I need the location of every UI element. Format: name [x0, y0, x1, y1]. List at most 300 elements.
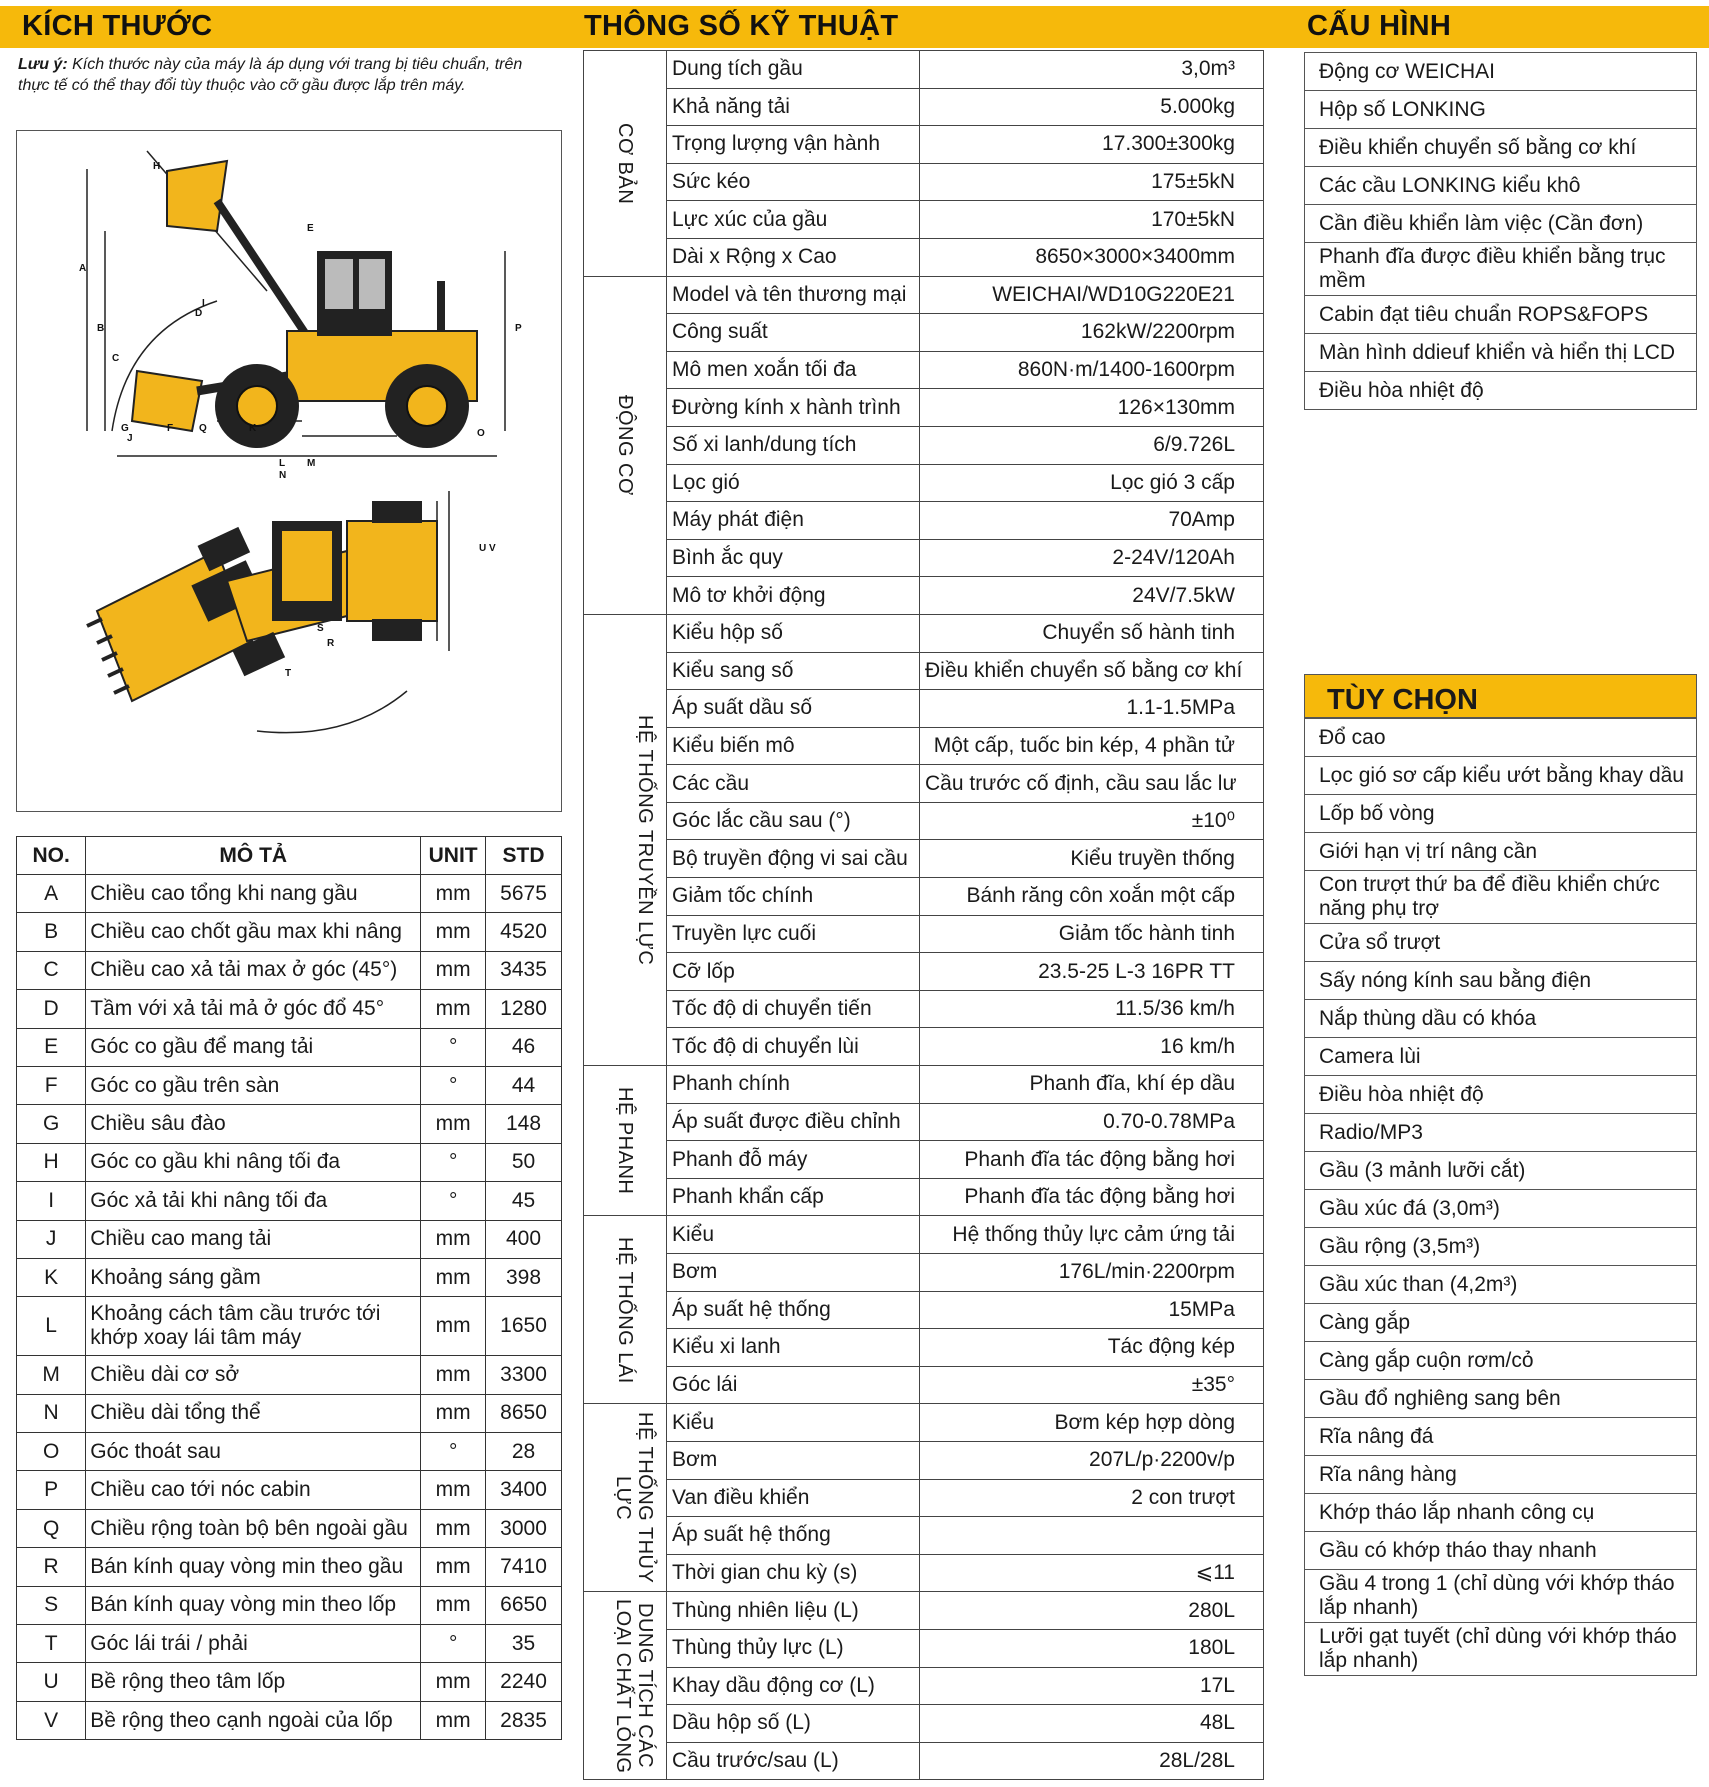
table-row: [17, 1625, 562, 1663]
dim-cell-std: 398: [486, 1258, 562, 1296]
dim-cell-no: A: [17, 875, 86, 913]
spec-name: Kiểu sang số: [667, 652, 920, 690]
config-item: Cần điều khiển làm việc (Cần đơn): [1305, 205, 1697, 243]
table-row: [17, 1028, 562, 1066]
spec-table: [583, 50, 1264, 1780]
spec-group-label: [584, 1066, 667, 1216]
dim-cell-unit: mm: [421, 1509, 486, 1547]
note-text: Kích thước này của máy là áp dụng với trang bị tiêu chuẩn, trên thực tế có thể thay đổi tùy thuộc vào cỡ gầu được lắp trên máy.: [18, 56, 523, 94]
spec-value: Chuyển số hành tinh: [920, 614, 1264, 652]
list-item: [1305, 1266, 1697, 1304]
dim-cell-unit: mm: [421, 1394, 486, 1432]
table-row: [584, 201, 1264, 239]
dim-cell-no: J: [17, 1220, 86, 1258]
option-item: Radio/MP3: [1305, 1114, 1697, 1152]
dim-cell-desc: Bán kính quay vòng min theo gầu: [86, 1548, 421, 1586]
spec-name: Máy phát điện: [667, 502, 920, 540]
list-item: [1305, 1494, 1697, 1532]
dim-cell-std: 35: [486, 1625, 562, 1663]
dim-cell-desc: Góc lái trái / phải: [86, 1625, 421, 1663]
dim-cell-desc: Góc co gầu khi nâng tối đa: [86, 1143, 421, 1181]
drawing-letter-i: I: [202, 298, 205, 309]
table-row: [17, 1066, 562, 1104]
drawing-letter-c: C: [112, 353, 120, 364]
dim-cell-desc: Chiều cao xả tải max ở góc (45°): [86, 951, 421, 989]
table-row: [584, 1479, 1264, 1517]
dim-cell-std: 50: [486, 1143, 562, 1181]
table-row: [584, 765, 1264, 803]
spec-name: Trọng lượng vận hành: [667, 126, 920, 164]
spec-name: Truyền lực cuối: [667, 915, 920, 953]
dim-header-2: UNIT: [421, 837, 486, 875]
table-row: [584, 1366, 1264, 1404]
dim-cell-unit: °: [421, 1143, 486, 1181]
spec-value: 28L/28L: [920, 1742, 1264, 1780]
spec-value: 180L: [920, 1629, 1264, 1667]
spec-group-label: [584, 1404, 667, 1592]
list-item: [1305, 871, 1697, 924]
dim-cell-unit: °: [421, 1433, 486, 1471]
list-item: [1305, 167, 1697, 205]
option-item: Rĩa nâng đá: [1305, 1418, 1697, 1456]
drawing-letter-g: G: [121, 423, 129, 434]
spec-group-text: CƠ BẢN: [614, 122, 636, 204]
table-row: [584, 1066, 1264, 1104]
option-item: Lưỡi gạt tuyết (chỉ dùng với khớp tháo lắp nhanh): [1305, 1623, 1697, 1676]
dim-cell-desc: Chiều dài tổng thể: [86, 1394, 421, 1432]
drawing-letter-e: E: [307, 223, 314, 234]
dim-cell-no: R: [17, 1548, 86, 1586]
dim-cell-no: N: [17, 1394, 86, 1432]
list-item: [1305, 1076, 1697, 1114]
spec-name: Kiểu hộp số: [667, 614, 920, 652]
table-row: [584, 577, 1264, 615]
option-item: Lốp bố vòng: [1305, 795, 1697, 833]
spec-name: Kiểu: [667, 1216, 920, 1254]
table-row: [584, 1178, 1264, 1216]
spec-value: 126×130mm: [920, 389, 1264, 427]
table-row: [17, 1143, 562, 1181]
dim-cell-unit: mm: [421, 1471, 486, 1509]
table-row: [584, 276, 1264, 314]
spec-value: Lọc gió 3 cấp: [920, 464, 1264, 502]
dim-cell-desc: Góc co gầu để mang tải: [86, 1028, 421, 1066]
list-item: [1305, 1342, 1697, 1380]
option-item: Con trượt thứ ba để điều khiển chức năng phụ trợ: [1305, 871, 1697, 924]
spec-name: Lực xúc của gầu: [667, 201, 920, 239]
table-row: [584, 990, 1264, 1028]
list-item: [1305, 334, 1697, 372]
spec-name: Áp suất được điều chỉnh: [667, 1103, 920, 1141]
dim-cell-desc: Chiều dài cơ sở: [86, 1356, 421, 1394]
spec-value: 0.70-0.78MPa: [920, 1103, 1264, 1141]
spec-name: Thùng thủy lực (L): [667, 1629, 920, 1667]
spec-value: Tác động kép: [920, 1329, 1264, 1367]
dim-cell-unit: mm: [421, 875, 486, 913]
dim-cell-no: T: [17, 1625, 86, 1663]
list-item: [1305, 372, 1697, 410]
spec-name: Công suất: [667, 314, 920, 352]
option-item: Khớp tháo lắp nhanh công cụ: [1305, 1494, 1697, 1532]
dim-cell-unit: mm: [421, 913, 486, 951]
table-row: [584, 840, 1264, 878]
spec-name: Model và tên thương mại: [667, 276, 920, 314]
spec-value: 2-24V/120Ah: [920, 539, 1264, 577]
spec-name: Kiểu: [667, 1404, 920, 1442]
config-item: Điều hòa nhiệt độ: [1305, 372, 1697, 410]
dim-cell-std: 28: [486, 1433, 562, 1471]
config-list: [1304, 52, 1697, 410]
spec-name: Dài x Rộng x Cao: [667, 238, 920, 276]
spec-name: Khay dầu động cơ (L): [667, 1667, 920, 1705]
spec-name: Số xi lanh/dung tích: [667, 426, 920, 464]
spec-name: Góc lái: [667, 1366, 920, 1404]
dim-cell-no: P: [17, 1471, 86, 1509]
option-item: Gầu xúc đá (3,0m³): [1305, 1190, 1697, 1228]
drawing-letter-l: L: [279, 458, 286, 469]
table-row: [584, 1554, 1264, 1592]
option-item: Điều hòa nhiệt độ: [1305, 1076, 1697, 1114]
spec-name: Đường kính x hành trình: [667, 389, 920, 427]
drawing-letter-j: J: [127, 433, 133, 444]
table-row: [17, 1433, 562, 1471]
table-row: [584, 1028, 1264, 1066]
section-title-dimensions: KÍCH THƯỚC: [22, 10, 213, 42]
dim-cell-std: 2835: [486, 1701, 562, 1739]
table-row: [584, 1667, 1264, 1705]
table-row: [17, 951, 562, 989]
table-row: [584, 238, 1264, 276]
spec-value: 24V/7.5kW: [920, 577, 1264, 615]
drawing-letter-u: U: [479, 543, 487, 554]
option-item: Càng gắp cuộn rơm/cỏ: [1305, 1342, 1697, 1380]
dim-cell-no: Q: [17, 1509, 86, 1547]
table-row: [584, 1329, 1264, 1367]
dim-cell-unit: °: [421, 1182, 486, 1220]
spec-value: 17.300±300kg: [920, 126, 1264, 164]
spec-name: Mô tơ khởi động: [667, 577, 920, 615]
dim-cell-unit: mm: [421, 1663, 486, 1701]
loader-drawing-svg: [17, 131, 561, 811]
spec-value: 162kW/2200rpm: [920, 314, 1264, 352]
table-row: [584, 652, 1264, 690]
list-item: [1305, 1114, 1697, 1152]
dim-cell-unit: °: [421, 1066, 486, 1104]
list-item: [1305, 833, 1697, 871]
option-item: Sấy nóng kính sau bằng điện: [1305, 962, 1697, 1000]
dim-cell-unit: mm: [421, 1548, 486, 1586]
spec-name: Cỡ lốp: [667, 953, 920, 991]
spec-group-label: [584, 51, 667, 277]
spec-value: Hệ thống thủy lực cảm ứng tải: [920, 1216, 1264, 1254]
table-row: [584, 314, 1264, 352]
dim-cell-no: D: [17, 990, 86, 1028]
dim-cell-no: G: [17, 1105, 86, 1143]
table-row: [17, 1220, 562, 1258]
drawing-letter-a: A: [79, 263, 87, 274]
spec-group-label: [584, 1216, 667, 1404]
dim-cell-desc: Góc xả tải khi nâng tối đa: [86, 1182, 421, 1220]
spec-value: [920, 1517, 1264, 1555]
list-item: [1305, 205, 1697, 243]
dim-cell-std: 44: [486, 1066, 562, 1104]
list-item: [1305, 1228, 1697, 1266]
table-row: [584, 1629, 1264, 1667]
spec-value: 11.5/36 km/h: [920, 990, 1264, 1028]
spec-value: Phanh đĩa tác động bằng hơi: [920, 1141, 1264, 1179]
dim-cell-std: 8650: [486, 1394, 562, 1432]
dim-cell-std: 3000: [486, 1509, 562, 1547]
dim-header-1: MÔ TẢ: [86, 837, 421, 875]
spec-value: 17L: [920, 1667, 1264, 1705]
spec-name: Tốc độ di chuyển lùi: [667, 1028, 920, 1066]
drawing-letter-b: B: [97, 323, 105, 334]
options-list: [1304, 718, 1697, 1676]
spec-value: 1.1-1.5MPa: [920, 690, 1264, 728]
dim-cell-std: 3400: [486, 1471, 562, 1509]
dim-cell-desc: Chiều rộng toàn bộ bên ngoài gầu: [86, 1509, 421, 1547]
dim-cell-desc: Bán kính quay vòng min theo lốp: [86, 1586, 421, 1624]
list-item: [1305, 1570, 1697, 1623]
spec-value: Bánh răng côn xoắn một cấp: [920, 878, 1264, 916]
table-row: [584, 690, 1264, 728]
spec-name: Khả năng tải: [667, 88, 920, 126]
table-row: [584, 426, 1264, 464]
table-row: [584, 878, 1264, 916]
dim-cell-desc: Chiều cao mang tải: [86, 1220, 421, 1258]
list-item: [1305, 962, 1697, 1000]
dim-cell-unit: °: [421, 1028, 486, 1066]
spec-value: Bơm kép hợp dòng: [920, 1404, 1264, 1442]
section-title-specs: THÔNG SỐ KỸ THUẬT: [584, 10, 899, 42]
config-item: Màn hình ddieuf khiển và hiển thị LCD: [1305, 334, 1697, 372]
table-row: [584, 351, 1264, 389]
spec-group-text: DUNG TÍCH CÁC LOẠI CHẤT LỎNG: [612, 1598, 656, 1774]
drawing-letter-d: D: [195, 308, 203, 319]
table-row: [584, 614, 1264, 652]
list-item: [1305, 1038, 1697, 1076]
spec-value: 2 con trượt: [920, 1479, 1264, 1517]
dim-cell-no: K: [17, 1258, 86, 1296]
table-row: [17, 1356, 562, 1394]
list-item: [1305, 243, 1697, 296]
drawing-letter-o: O: [477, 428, 485, 439]
table-row: [584, 1517, 1264, 1555]
section-title-options: TÙY CHỌN: [1304, 674, 1697, 718]
dim-cell-desc: Bề rộng theo tâm lốp: [86, 1663, 421, 1701]
config-item: Hộp số LONKING: [1305, 91, 1697, 129]
spec-group-label: [584, 614, 667, 1065]
table-row: [17, 1105, 562, 1143]
dim-cell-desc: Góc thoát sau: [86, 1433, 421, 1471]
table-row: [584, 953, 1264, 991]
list-item: [1305, 1532, 1697, 1570]
table-row: [584, 1254, 1264, 1292]
drawing-letter-s: S: [317, 623, 324, 634]
dimension-drawing: [16, 130, 562, 812]
table-row: [17, 1663, 562, 1701]
dim-cell-no: V: [17, 1701, 86, 1739]
spec-value: 170±5kN: [920, 201, 1264, 239]
spec-name: Áp suất hệ thống: [667, 1517, 920, 1555]
option-item: Gầu (3 mảnh lưỡi cắt): [1305, 1152, 1697, 1190]
dim-cell-std: 2240: [486, 1663, 562, 1701]
table-row: [17, 1394, 562, 1432]
table-row: [17, 875, 562, 913]
table-row: [17, 1297, 562, 1356]
dim-cell-desc: Chiều cao chốt gầu max khi nâng: [86, 913, 421, 951]
spec-value: 23.5-25 L-3 16PR TT: [920, 953, 1264, 991]
option-item: Giới hạn vị trí nâng cần: [1305, 833, 1697, 871]
dim-cell-std: 46: [486, 1028, 562, 1066]
config-item: Các cầu LONKING kiểu khô: [1305, 167, 1697, 205]
dim-cell-std: 1650: [486, 1297, 562, 1356]
spec-name: Lọc gió: [667, 464, 920, 502]
config-item: Điều khiển chuyển số bằng cơ khí: [1305, 129, 1697, 167]
spec-group-text: HỆ THỐNG TRUYỀN LỰC: [634, 714, 656, 966]
spec-value: 48L: [920, 1705, 1264, 1743]
list-item: [1305, 91, 1697, 129]
spec-value: ⩽11: [920, 1554, 1264, 1592]
spec-value: 207L/p·2200v/p: [920, 1441, 1264, 1479]
table-row: [584, 1705, 1264, 1743]
spec-name: Áp suất dầu số: [667, 690, 920, 728]
dim-cell-desc: Chiều cao tới nóc cabin: [86, 1471, 421, 1509]
section-title-config: CẤU HÌNH: [1307, 10, 1452, 42]
table-row: [17, 1182, 562, 1220]
spec-value: 860N·m/1400-1600rpm: [920, 351, 1264, 389]
dim-cell-desc: Chiều cao tổng khi nang gầu: [86, 875, 421, 913]
drawing-letter-p: P: [515, 323, 522, 334]
spec-name: Bơm: [667, 1441, 920, 1479]
spec-value: ±10⁰: [920, 802, 1264, 840]
spec-group-label: [584, 276, 667, 614]
table-row: [584, 88, 1264, 126]
dim-cell-std: 4520: [486, 913, 562, 951]
spec-name: Bình ắc quy: [667, 539, 920, 577]
drawing-letter-n: N: [279, 470, 287, 481]
dim-cell-desc: Khoảng sáng gầm: [86, 1258, 421, 1296]
config-item: Động cơ WEICHAI: [1305, 53, 1697, 91]
option-item: Nắp thùng dầu có khóa: [1305, 1000, 1697, 1038]
spec-name: Áp suất hệ thống: [667, 1291, 920, 1329]
spec-name: Tốc độ di chuyển tiến: [667, 990, 920, 1028]
dim-cell-no: F: [17, 1066, 86, 1104]
dim-cell-std: 45: [486, 1182, 562, 1220]
spec-value: 175±5kN: [920, 163, 1264, 201]
list-item: [1305, 1380, 1697, 1418]
dim-cell-std: 7410: [486, 1548, 562, 1586]
table-row: [17, 1509, 562, 1547]
spec-value: Phanh đĩa, khí ép dầu: [920, 1066, 1264, 1104]
dim-cell-std: 400: [486, 1220, 562, 1258]
spec-name: Van điều khiển: [667, 1479, 920, 1517]
dim-cell-no: L: [17, 1297, 86, 1356]
dim-cell-unit: mm: [421, 1701, 486, 1739]
list-item: [1305, 924, 1697, 962]
spec-value: 15MPa: [920, 1291, 1264, 1329]
list-item: [1305, 719, 1697, 757]
dim-cell-unit: °: [421, 1625, 486, 1663]
option-item: Cửa sổ trượt: [1305, 924, 1697, 962]
spec-group-text: HỆ THỐNG LÁI: [614, 1236, 636, 1384]
dim-cell-no: B: [17, 913, 86, 951]
dim-cell-desc: Khoảng cách tâm cầu trước tới khớp xoay lái tâm máy: [86, 1297, 421, 1356]
spec-value: 280L: [920, 1592, 1264, 1630]
table-row: [17, 1701, 562, 1739]
spec-value: 16 km/h: [920, 1028, 1264, 1066]
dim-cell-std: 5675: [486, 875, 562, 913]
dim-cell-no: S: [17, 1586, 86, 1624]
spec-name: Sức kéo: [667, 163, 920, 201]
dim-header-0: NO.: [17, 837, 86, 875]
drawing-letter-m: M: [307, 458, 316, 469]
spec-name: Thùng nhiên liệu (L): [667, 1592, 920, 1630]
spec-group-label: [584, 1592, 667, 1780]
spec-name: Thời gian chu kỳ (s): [667, 1554, 920, 1592]
dim-cell-unit: mm: [421, 1258, 486, 1296]
dim-header-3: STD: [486, 837, 562, 875]
list-item: [1305, 296, 1697, 334]
spec-name: Bộ truyền động vi sai cầu: [667, 840, 920, 878]
drawing-letter-r: R: [327, 638, 335, 649]
dim-cell-std: 148: [486, 1105, 562, 1143]
spec-value: 5.000kg: [920, 88, 1264, 126]
spec-value: Phanh đĩa tác động bằng hơi: [920, 1178, 1264, 1216]
list-item: [1305, 1000, 1697, 1038]
table-row: [584, 51, 1264, 89]
option-item: Gầu 4 trong 1 (chỉ dùng với khớp tháo lắp nhanh): [1305, 1570, 1697, 1623]
dim-cell-desc: Chiều sâu đào: [86, 1105, 421, 1143]
dim-cell-std: 1280: [486, 990, 562, 1028]
dimension-note: [18, 54, 558, 96]
table-row: [17, 1586, 562, 1624]
spec-group-text: HỆ THỐNG THỦY LỰC: [612, 1412, 656, 1584]
table-row: [584, 163, 1264, 201]
spec-name: Góc lắc cầu sau (°): [667, 802, 920, 840]
spec-value: WEICHAI/WD10G220E21: [920, 276, 1264, 314]
dim-cell-unit: mm: [421, 990, 486, 1028]
spec-value: 70Amp: [920, 502, 1264, 540]
option-item: Rĩa nâng hàng: [1305, 1456, 1697, 1494]
spec-value: 176L/min·2200rpm: [920, 1254, 1264, 1292]
dim-cell-no: O: [17, 1433, 86, 1471]
spec-name: Dung tích gầu: [667, 51, 920, 89]
dim-cell-no: H: [17, 1143, 86, 1181]
spec-name: Kiểu biến mô: [667, 727, 920, 765]
table-row: [584, 1291, 1264, 1329]
option-item: Camera lùi: [1305, 1038, 1697, 1076]
spec-value: Điều khiển chuyển số bằng cơ khí: [920, 652, 1264, 690]
drawing-letter-k: K: [249, 423, 257, 434]
drawing-letter-v: V: [489, 543, 496, 554]
dim-cell-std: 6650: [486, 1586, 562, 1624]
spec-value: Kiểu truyền thống: [920, 840, 1264, 878]
table-row: [584, 1141, 1264, 1179]
table-row: [584, 126, 1264, 164]
list-item: [1305, 1418, 1697, 1456]
dim-cell-desc: Tầm với xả tải mả ở góc đổ 45°: [86, 990, 421, 1028]
option-item: Gầu rộng (3,5m³): [1305, 1228, 1697, 1266]
table-row: [17, 1258, 562, 1296]
list-item: [1305, 795, 1697, 833]
spec-value: Một cấp, tuốc bin kép, 4 phần tử: [920, 727, 1264, 765]
table-row: [584, 1216, 1264, 1254]
table-row: [584, 1103, 1264, 1141]
config-item: Cabin đạt tiêu chuẩn ROPS&FOPS: [1305, 296, 1697, 334]
dim-cell-no: U: [17, 1663, 86, 1701]
table-row: [584, 1592, 1264, 1630]
